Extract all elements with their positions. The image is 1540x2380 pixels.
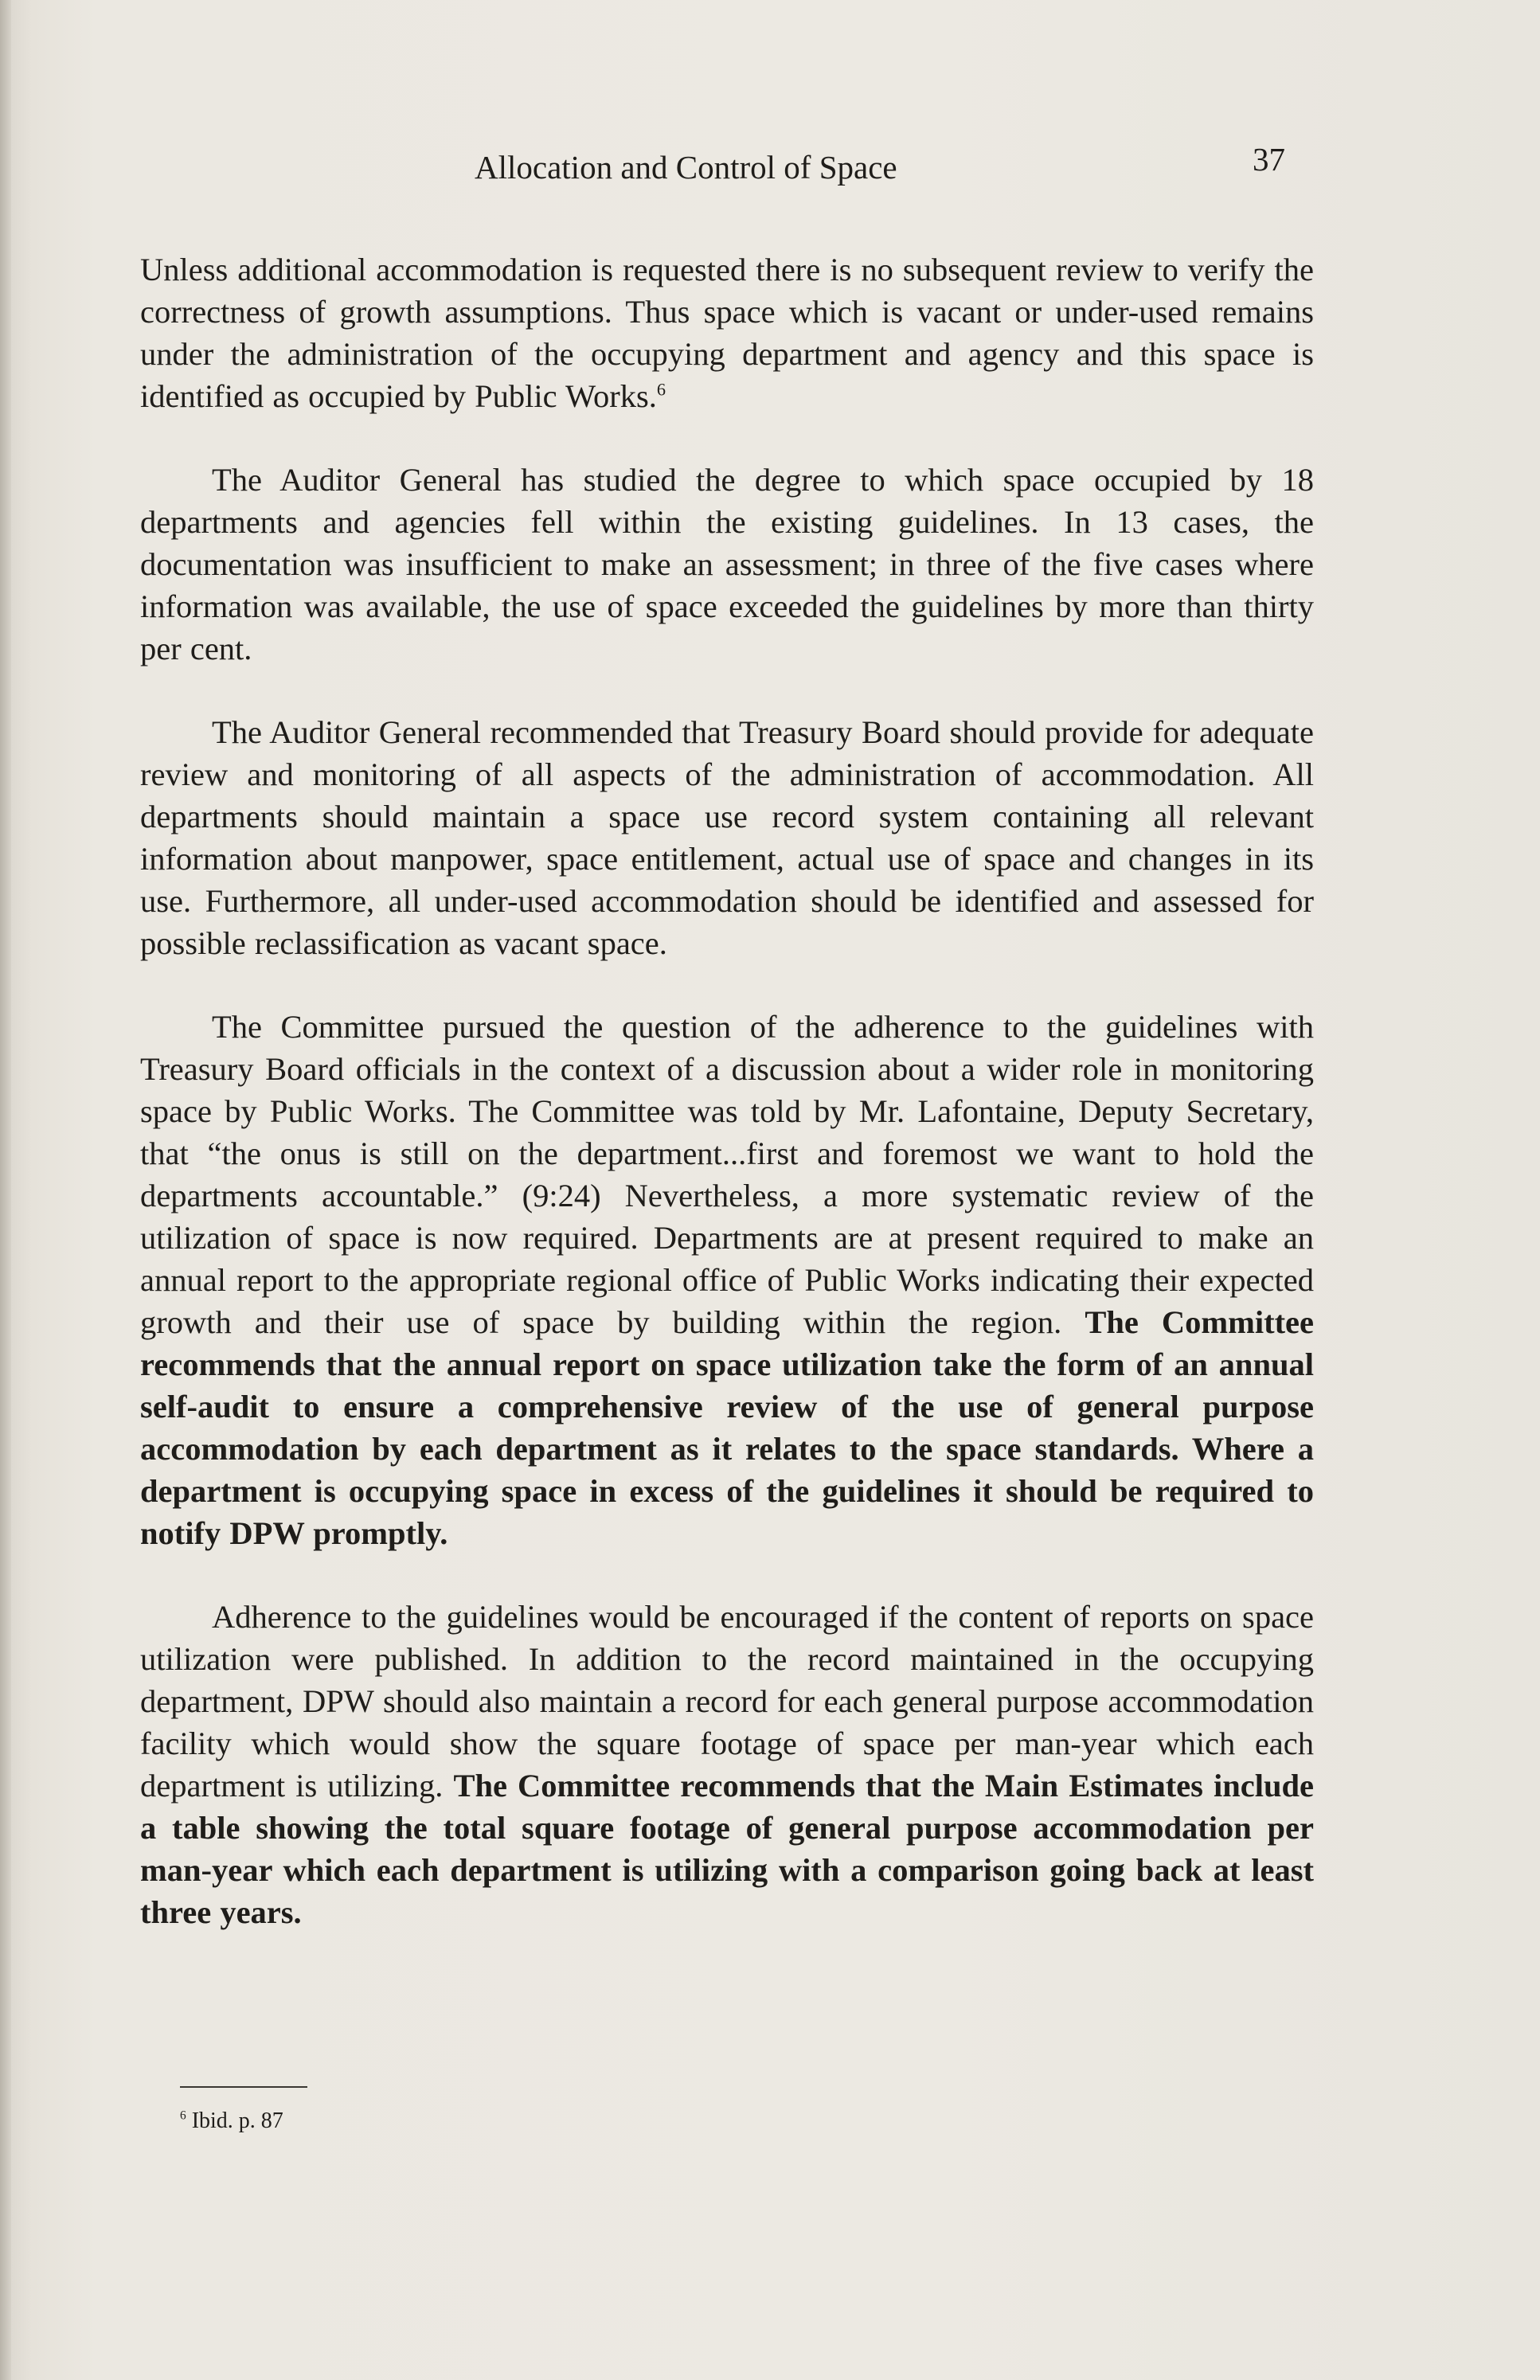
paragraph-3-text: The Auditor General recommended that Treasury Board should provide for adequate review and monitoring of all aspects of the administration of accommodation. All departments should maintain a space use record system containing all relevant information about manpower, space entitlement, actual use of space and changes in its use. Furthermore, all under-used accommodation should be identified and assessed for possible reclassification as vacant space. (140, 714, 1314, 961)
paragraph-5 (140, 1596, 1314, 1933)
paragraph-1-text: Unless additional accommodation is requested there is no subsequent review to verify the correctness of growth assumptions. Thus space which is vacant or under-used remains under the administration of the occupying department and agency and this space is identified as occupied by Public Works. (140, 252, 1314, 414)
paragraph-2 (140, 459, 1314, 670)
paragraph-4 (140, 1006, 1314, 1554)
paragraph-4-recommendation: The Committee recommends that the annual report on space utilization take the form of an annual self-audit to ensure a comprehensive review of the use of general purpose accommodation by each department as it relates to the space standards. Where a department is occupying space in excess of the guidelines it should be required to notify DPW promptly. (140, 1304, 1315, 1551)
paragraph-5-recommendation: The Committee recommends that the Main Estimates include a table showing the total square footage of general purpose accommodation per man-year which each department is utilizing with a comparison going back at least three years. (140, 1768, 1315, 1930)
paragraph-5-text: Adherence to the guidelines would be encouraged if the content of reports on space utilization were published. In addition to the record maintained in the occupying department, DPW should also maintain a record for each general purpose accommodation facility which would show the square footage of space per man-year which each department is utilizing. (140, 1599, 1314, 1804)
paragraph-2-text: The Auditor General has studied the degree to which space occupied by 18 departments and agencies fell within the existing guidelines. In 13 cases, the documentation was insufficient to make an assessment; in three of the five cases where information was available, the use of space exceeded the guidelines by more than thirty per cent. (140, 462, 1314, 666)
paragraph-3 (140, 711, 1314, 964)
footnote (180, 2105, 283, 2137)
footnote-text: Ibid. p. 87 (191, 2108, 283, 2133)
running-head (0, 143, 1540, 191)
binding-edge (0, 0, 11, 2380)
body-text (140, 248, 1314, 1975)
running-title: Allocation and Control of Space (475, 149, 897, 186)
paragraph-1 (140, 248, 1314, 417)
footnote-marker: 6 (180, 2108, 186, 2123)
footnote-reference: 6 (656, 379, 666, 400)
page-number: 37 (1253, 141, 1285, 178)
footnote-divider (180, 2086, 307, 2088)
paragraph-4-text: The Committee pursued the question of the adherence to the guidelines with Treasury Board officials in the context of a discussion about a wider role in monitoring space by Public Works. The Committee was told by Mr. Lafontaine, Deputy Secretary, that “the onus is still on the department...first and foremost we want to hold the departments accountable.” (9:24) Nevertheless, a more systematic review of the utilization of space is now required. Departments are at present required to make an annual report to the appropriate regional office of Public Works indicating their expected growth and their use of space by building within the region. (140, 1009, 1314, 1340)
